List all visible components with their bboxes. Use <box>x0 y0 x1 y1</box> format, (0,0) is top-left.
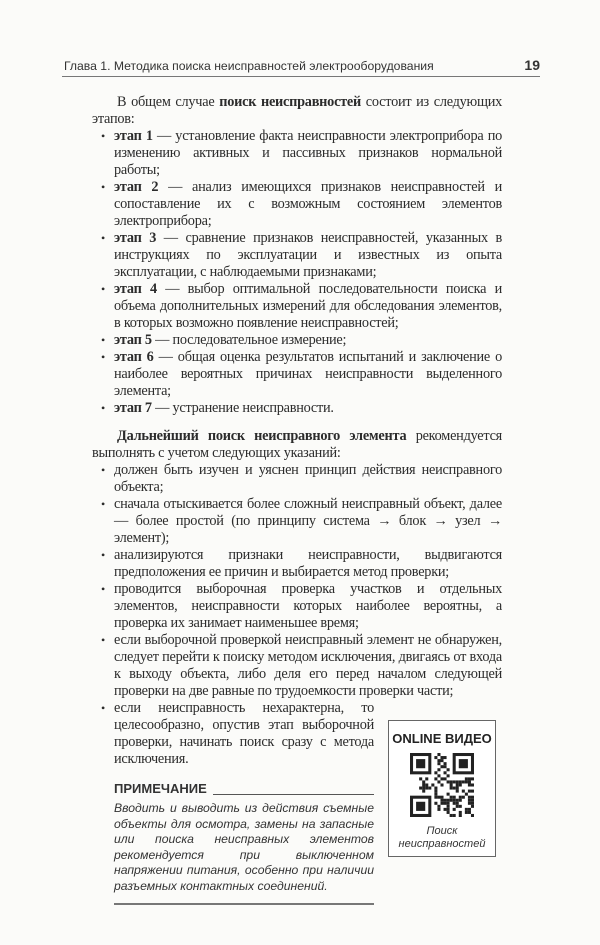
guideline-item: • если выборочной проверкой неисправный элемент не обнаружен, следует перейти к поиску методом исключения, двигаясь от входа к выходу объекта, либо деля его перед началом следующей проверки на две равные по трудоемкости проверки части; <box>92 632 502 700</box>
note-block <box>114 780 374 905</box>
guideline-item: • анализируются признаки неисправности, выдвигаются предположения ее причин и выбирается метод проверки; <box>92 547 502 581</box>
stages-intro <box>92 94 502 128</box>
stage-item <box>92 349 502 400</box>
page-number: 19 <box>524 57 540 73</box>
video-caption-line: Поиск <box>426 825 458 837</box>
intro-term: поиск неисправностей <box>219 94 362 110</box>
chapter-title: Глава 1. Методика поиска неисправностей электрооборудования <box>64 59 434 73</box>
stage-label: этап 5 <box>114 332 152 348</box>
stage-item <box>92 230 502 281</box>
divider <box>114 903 374 905</box>
stages-list <box>92 128 502 417</box>
running-header <box>62 0 540 77</box>
stage-text: — устранение неисправности. <box>151 400 334 416</box>
stage-text: — последовательное измерение; <box>151 332 347 348</box>
online-video-box[interactable] <box>388 720 496 857</box>
intro-text: состоит из следующих этапов: <box>92 94 503 127</box>
divider <box>213 794 374 795</box>
guidelines-term: Дальнейший поиск неисправного элемента <box>117 428 407 444</box>
stage-text: — выбор оптимальной последовательности поиска и объема дополнительных измерений для обследования элементов, в которых возможно появление неисправностей; <box>114 281 502 331</box>
qr-code-icon[interactable] <box>410 753 474 817</box>
intro-text: В общем случае <box>117 94 220 110</box>
stage-text: — анализ имеющихся признаков неисправностей и сопоставление их с возможным состоянием элементов электроприбора; <box>114 179 503 229</box>
video-heading: ONLINE ВИДЕО <box>392 731 492 746</box>
guideline-item: • должен быть изучен и уяснен принцип действия неисправного объекта; <box>92 462 502 496</box>
stage-label: этап 7 <box>114 400 152 416</box>
stage-label: этап 6 <box>114 349 154 365</box>
stage-text: — сравнение признаков неисправностей, указанных в инструкциях по эксплуатации и известных из опыта эксплуатации, с наблюдаемыми признаками; <box>114 230 502 280</box>
bottom-left-column <box>92 700 374 905</box>
stage-item <box>92 179 502 230</box>
guideline-item: • если неисправность нехарактерна, то целесообразно, опустив этап выборочной проверки, начинать поиск сразу с метода исключения. <box>92 700 374 768</box>
stage-text: — установление факта неисправности электроприбора по изменению активных и пассивных признаков нормальной работы; <box>114 128 503 178</box>
guidelines-list <box>92 462 502 700</box>
stage-label: этап 2 <box>114 179 159 195</box>
stage-label: этап 1 <box>114 128 153 144</box>
stage-label: этап 3 <box>114 230 157 246</box>
stage-label: этап 4 <box>114 281 157 297</box>
guideline-item: • проводится выборочная проверка участков и отдельных элементов, неисправности которых наиболее вероятны, а проверка их занимает наименьшее время; <box>92 581 502 632</box>
video-caption-line: неисправностей <box>398 838 486 850</box>
stage-text: — общая оценка результатов испытаний и заключение о наиболее вероятных причинах неисправности выделенного элемента; <box>114 349 503 399</box>
note-heading: ПРИМЕЧАНИЕ <box>114 781 207 796</box>
stage-item <box>92 400 502 417</box>
guidelines-list-end <box>92 700 374 768</box>
stage-item <box>92 128 502 179</box>
bottom-section <box>92 700 502 945</box>
guidelines-intro <box>92 428 502 462</box>
stage-item <box>92 281 502 332</box>
guidelines-text: рекомендуется выполнять с учетом следующих указаний: <box>92 428 502 461</box>
guideline-item: • сначала отыскивается более сложный неисправный объект, далее — более простой (по принципу система → блок → узел → элемент); <box>92 496 502 547</box>
video-caption <box>389 825 495 851</box>
page-body <box>92 94 502 945</box>
stage-item <box>92 332 502 349</box>
note-text: Вводить и выводить из действия съемные объекты для осмотра, замены на запасные или поиска неисправных элементов рекомендуется при выключенном напряжении питания, особенно при наличии разъемных контактных соединений. <box>114 801 374 893</box>
